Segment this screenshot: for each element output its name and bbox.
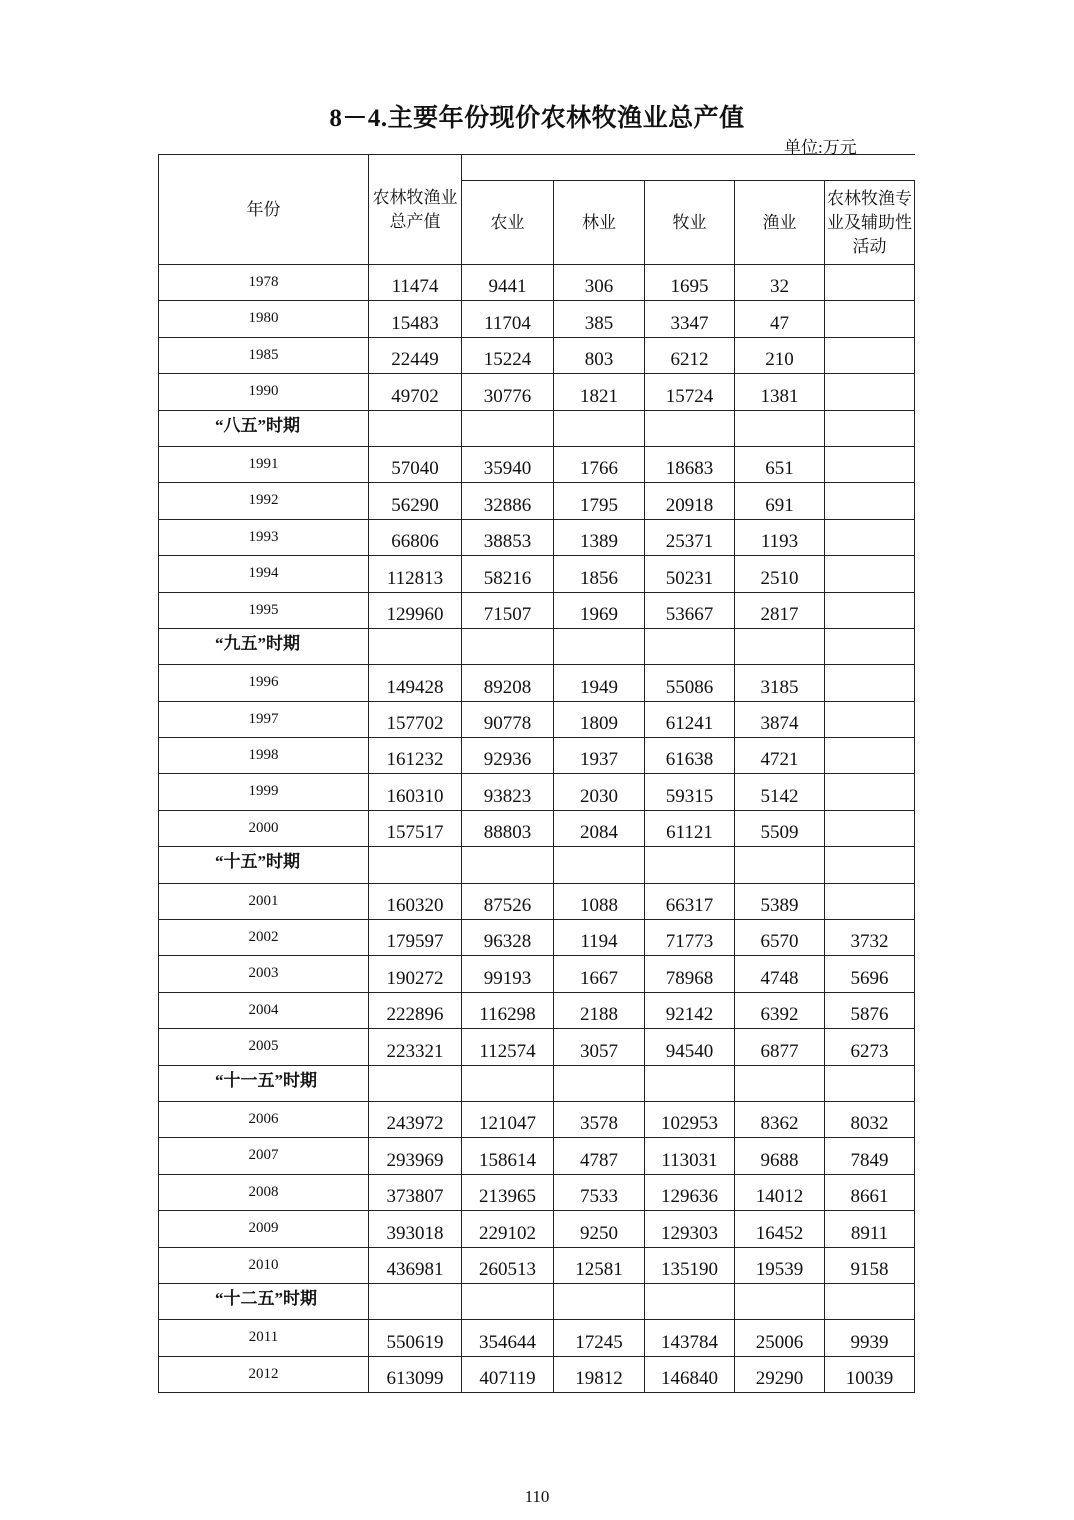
period-label: “十一五”时期 <box>159 1065 369 1101</box>
fishery-cell: 5389 <box>735 883 825 919</box>
husbandry-cell: 25371 <box>645 519 735 555</box>
forestry-cell: 2188 <box>554 992 645 1028</box>
total-cell: 436981 <box>369 1247 462 1283</box>
services-cell <box>825 774 915 810</box>
total-cell: 223321 <box>369 1029 462 1065</box>
fishery-cell: 1381 <box>735 374 825 410</box>
data-table <box>158 154 915 1393</box>
husbandry-cell: 50231 <box>645 556 735 592</box>
empty-cell <box>462 1065 554 1101</box>
agriculture-cell: 9441 <box>462 265 554 301</box>
page-title: 8－4.主要年份现价农林牧渔业总产值 <box>329 105 745 132</box>
year-cell: 1978 <box>159 265 369 301</box>
year-cell: 2001 <box>159 883 369 919</box>
table-row <box>159 446 915 482</box>
year-cell: 2008 <box>159 1174 369 1210</box>
services-cell: 8911 <box>825 1211 915 1247</box>
year-cell: 2010 <box>159 1247 369 1283</box>
fishery-cell: 6392 <box>735 992 825 1028</box>
fishery-cell: 9688 <box>735 1138 825 1174</box>
services-cell <box>825 301 915 337</box>
fishery-cell: 4748 <box>735 956 825 992</box>
total-cell: 161232 <box>369 738 462 774</box>
fishery-cell: 6877 <box>735 1029 825 1065</box>
year-cell: 2007 <box>159 1138 369 1174</box>
table-row <box>159 1174 915 1210</box>
empty-cell <box>645 628 735 664</box>
empty-cell <box>825 847 915 883</box>
year-cell: 1997 <box>159 701 369 737</box>
agriculture-cell: 93823 <box>462 774 554 810</box>
services-cell <box>825 483 915 519</box>
agriculture-cell: 99193 <box>462 956 554 992</box>
forestry-cell: 7533 <box>554 1174 645 1210</box>
empty-cell <box>462 628 554 664</box>
forestry-cell: 1194 <box>554 920 645 956</box>
fishery-cell: 19539 <box>735 1247 825 1283</box>
forestry-cell: 803 <box>554 337 645 373</box>
table-row <box>159 519 915 555</box>
empty-cell <box>645 1065 735 1101</box>
husbandry-cell: 61241 <box>645 701 735 737</box>
agriculture-cell: 116298 <box>462 992 554 1028</box>
services-cell <box>825 701 915 737</box>
forestry-cell: 1821 <box>554 374 645 410</box>
empty-cell <box>462 410 554 446</box>
unit-label: 单位:万元 <box>784 138 857 157</box>
services-cell <box>825 665 915 701</box>
period-row <box>159 1065 915 1101</box>
table-row <box>159 1029 915 1065</box>
total-cell: 393018 <box>369 1211 462 1247</box>
year-cell: 2004 <box>159 992 369 1028</box>
fishery-cell: 2510 <box>735 556 825 592</box>
empty-cell <box>369 410 462 446</box>
services-cell: 9158 <box>825 1247 915 1283</box>
fishery-cell: 5509 <box>735 810 825 846</box>
page-number: 110 <box>524 1487 550 1506</box>
table-row <box>159 265 915 301</box>
husbandry-cell: 66317 <box>645 883 735 919</box>
table-row <box>159 738 915 774</box>
forestry-cell: 9250 <box>554 1211 645 1247</box>
year-cell: 1998 <box>159 738 369 774</box>
services-cell: 8661 <box>825 1174 915 1210</box>
total-cell: 49702 <box>369 374 462 410</box>
husbandry-cell: 129636 <box>645 1174 735 1210</box>
table-row <box>159 483 915 519</box>
fishery-cell: 14012 <box>735 1174 825 1210</box>
husbandry-cell: 61121 <box>645 810 735 846</box>
total-cell: 243972 <box>369 1101 462 1137</box>
husbandry-cell: 78968 <box>645 956 735 992</box>
total-cell: 11474 <box>369 265 462 301</box>
forestry-cell: 1795 <box>554 483 645 519</box>
services-cell <box>825 374 915 410</box>
year-cell: 2002 <box>159 920 369 956</box>
empty-cell <box>554 847 645 883</box>
period-label: “十五”时期 <box>159 847 369 883</box>
empty-cell <box>554 410 645 446</box>
fishery-cell: 29290 <box>735 1356 825 1392</box>
total-cell: 222896 <box>369 992 462 1028</box>
services-cell: 5696 <box>825 956 915 992</box>
empty-cell <box>554 1283 645 1319</box>
year-cell: 2011 <box>159 1320 369 1356</box>
forestry-cell: 1949 <box>554 665 645 701</box>
forestry-cell: 1856 <box>554 556 645 592</box>
forestry-cell: 306 <box>554 265 645 301</box>
table-row <box>159 592 915 628</box>
year-cell: 1993 <box>159 519 369 555</box>
table-row <box>159 1211 915 1247</box>
total-cell: 160320 <box>369 883 462 919</box>
husbandry-cell: 1695 <box>645 265 735 301</box>
husbandry-cell: 3347 <box>645 301 735 337</box>
year-cell: 1992 <box>159 483 369 519</box>
agriculture-cell: 15224 <box>462 337 554 373</box>
year-cell: 1991 <box>159 446 369 482</box>
header-year: 年份 <box>159 155 369 265</box>
husbandry-cell: 146840 <box>645 1356 735 1392</box>
table-row <box>159 920 915 956</box>
husbandry-cell: 135190 <box>645 1247 735 1283</box>
period-row <box>159 410 915 446</box>
fishery-cell: 691 <box>735 483 825 519</box>
year-cell: 1994 <box>159 556 369 592</box>
fishery-cell: 47 <box>735 301 825 337</box>
empty-cell <box>645 410 735 446</box>
year-cell: 2005 <box>159 1029 369 1065</box>
forestry-cell: 19812 <box>554 1356 645 1392</box>
husbandry-cell: 92142 <box>645 992 735 1028</box>
total-cell: 550619 <box>369 1320 462 1356</box>
empty-cell <box>735 1283 825 1319</box>
total-cell: 66806 <box>369 519 462 555</box>
empty-cell <box>369 1065 462 1101</box>
husbandry-cell: 20918 <box>645 483 735 519</box>
fishery-cell: 2817 <box>735 592 825 628</box>
husbandry-cell: 55086 <box>645 665 735 701</box>
total-cell: 293969 <box>369 1138 462 1174</box>
empty-cell <box>645 1283 735 1319</box>
husbandry-cell: 143784 <box>645 1320 735 1356</box>
husbandry-cell: 53667 <box>645 592 735 628</box>
table-row <box>159 701 915 737</box>
fishery-cell: 1193 <box>735 519 825 555</box>
husbandry-cell: 59315 <box>645 774 735 810</box>
empty-cell <box>369 847 462 883</box>
services-cell <box>825 883 915 919</box>
agriculture-cell: 112574 <box>462 1029 554 1065</box>
husbandry-cell: 61638 <box>645 738 735 774</box>
empty-cell <box>554 628 645 664</box>
agriculture-cell: 11704 <box>462 301 554 337</box>
forestry-cell: 1088 <box>554 883 645 919</box>
forestry-cell: 1766 <box>554 446 645 482</box>
agriculture-cell: 88803 <box>462 810 554 846</box>
total-cell: 129960 <box>369 592 462 628</box>
empty-cell <box>554 1065 645 1101</box>
year-cell: 1990 <box>159 374 369 410</box>
services-cell <box>825 519 915 555</box>
agriculture-cell: 38853 <box>462 519 554 555</box>
agriculture-cell: 213965 <box>462 1174 554 1210</box>
husbandry-cell: 94540 <box>645 1029 735 1065</box>
fishery-cell: 32 <box>735 265 825 301</box>
services-cell <box>825 592 915 628</box>
table-row <box>159 1101 915 1137</box>
services-cell: 10039 <box>825 1356 915 1392</box>
agriculture-cell: 354644 <box>462 1320 554 1356</box>
agriculture-cell: 260513 <box>462 1247 554 1283</box>
husbandry-cell: 113031 <box>645 1138 735 1174</box>
agriculture-cell: 87526 <box>462 883 554 919</box>
table-row <box>159 1138 915 1174</box>
empty-cell <box>462 1283 554 1319</box>
header-agriculture: 农业 <box>462 181 554 265</box>
empty-cell <box>825 1065 915 1101</box>
services-cell <box>825 738 915 774</box>
table-row <box>159 1247 915 1283</box>
empty-cell <box>462 847 554 883</box>
table-row <box>159 665 915 701</box>
period-row <box>159 628 915 664</box>
forestry-cell: 12581 <box>554 1247 645 1283</box>
fishery-cell: 6570 <box>735 920 825 956</box>
agriculture-cell: 229102 <box>462 1211 554 1247</box>
forestry-cell: 3578 <box>554 1101 645 1137</box>
table-row <box>159 1356 915 1392</box>
fishery-cell: 651 <box>735 446 825 482</box>
husbandry-cell: 15724 <box>645 374 735 410</box>
services-cell: 7849 <box>825 1138 915 1174</box>
period-label: “八五”时期 <box>159 410 369 446</box>
agriculture-cell: 92936 <box>462 738 554 774</box>
services-cell: 5876 <box>825 992 915 1028</box>
agriculture-cell: 121047 <box>462 1101 554 1137</box>
empty-cell <box>645 847 735 883</box>
year-cell: 2012 <box>159 1356 369 1392</box>
services-cell: 6273 <box>825 1029 915 1065</box>
total-cell: 57040 <box>369 446 462 482</box>
agriculture-cell: 158614 <box>462 1138 554 1174</box>
agriculture-cell: 35940 <box>462 446 554 482</box>
total-cell: 179597 <box>369 920 462 956</box>
agriculture-cell: 32886 <box>462 483 554 519</box>
table-row <box>159 337 915 373</box>
total-cell: 157702 <box>369 701 462 737</box>
empty-cell <box>735 410 825 446</box>
forestry-cell: 1809 <box>554 701 645 737</box>
services-cell <box>825 556 915 592</box>
total-cell: 613099 <box>369 1356 462 1392</box>
table-row <box>159 956 915 992</box>
period-label: “十二五”时期 <box>159 1283 369 1319</box>
year-cell: 2009 <box>159 1211 369 1247</box>
services-cell <box>825 446 915 482</box>
year-cell: 2006 <box>159 1101 369 1137</box>
year-cell: 1995 <box>159 592 369 628</box>
agriculture-cell: 96328 <box>462 920 554 956</box>
agriculture-cell: 71507 <box>462 592 554 628</box>
husbandry-cell: 18683 <box>645 446 735 482</box>
forestry-cell: 385 <box>554 301 645 337</box>
period-row <box>159 847 915 883</box>
year-cell: 1996 <box>159 665 369 701</box>
services-cell <box>825 265 915 301</box>
header-forestry: 林业 <box>554 181 645 265</box>
fishery-cell: 4721 <box>735 738 825 774</box>
header-fishery: 渔业 <box>735 181 825 265</box>
period-row <box>159 1283 915 1319</box>
fishery-cell: 8362 <box>735 1101 825 1137</box>
fishery-cell: 25006 <box>735 1320 825 1356</box>
empty-cell <box>825 410 915 446</box>
forestry-cell: 1969 <box>554 592 645 628</box>
empty-cell <box>735 628 825 664</box>
husbandry-cell: 71773 <box>645 920 735 956</box>
empty-cell <box>735 1065 825 1101</box>
fishery-cell: 16452 <box>735 1211 825 1247</box>
year-cell: 2003 <box>159 956 369 992</box>
agriculture-cell: 89208 <box>462 665 554 701</box>
total-cell: 15483 <box>369 301 462 337</box>
header-spacer <box>462 155 915 181</box>
table-row <box>159 992 915 1028</box>
header-total: 农林牧渔业总产值 <box>369 155 462 265</box>
total-cell: 373807 <box>369 1174 462 1210</box>
husbandry-cell: 6212 <box>645 337 735 373</box>
forestry-cell: 1667 <box>554 956 645 992</box>
services-cell <box>825 810 915 846</box>
total-cell: 22449 <box>369 337 462 373</box>
forestry-cell: 17245 <box>554 1320 645 1356</box>
table-row <box>159 301 915 337</box>
forestry-cell: 1937 <box>554 738 645 774</box>
agriculture-cell: 30776 <box>462 374 554 410</box>
total-cell: 157517 <box>369 810 462 846</box>
total-cell: 112813 <box>369 556 462 592</box>
table-row <box>159 774 915 810</box>
services-cell <box>825 337 915 373</box>
empty-cell <box>825 1283 915 1319</box>
fishery-cell: 210 <box>735 337 825 373</box>
period-label: “九五”时期 <box>159 628 369 664</box>
empty-cell <box>369 628 462 664</box>
forestry-cell: 3057 <box>554 1029 645 1065</box>
fishery-cell: 5142 <box>735 774 825 810</box>
header-services: 农林牧渔专业及辅助性活动 <box>825 181 915 265</box>
empty-cell <box>735 847 825 883</box>
services-cell: 3732 <box>825 920 915 956</box>
table-row <box>159 810 915 846</box>
table-row <box>159 374 915 410</box>
forestry-cell: 1389 <box>554 519 645 555</box>
table-row <box>159 1320 915 1356</box>
services-cell: 8032 <box>825 1101 915 1137</box>
year-cell: 1999 <box>159 774 369 810</box>
husbandry-cell: 102953 <box>645 1101 735 1137</box>
services-cell: 9939 <box>825 1320 915 1356</box>
header-husbandry: 牧业 <box>645 181 735 265</box>
table-row <box>159 556 915 592</box>
total-cell: 160310 <box>369 774 462 810</box>
agriculture-cell: 407119 <box>462 1356 554 1392</box>
empty-cell <box>825 628 915 664</box>
fishery-cell: 3185 <box>735 665 825 701</box>
agriculture-cell: 90778 <box>462 701 554 737</box>
year-cell: 1980 <box>159 301 369 337</box>
total-cell: 56290 <box>369 483 462 519</box>
fishery-cell: 3874 <box>735 701 825 737</box>
forestry-cell: 2030 <box>554 774 645 810</box>
husbandry-cell: 129303 <box>645 1211 735 1247</box>
table-row <box>159 883 915 919</box>
forestry-cell: 2084 <box>554 810 645 846</box>
forestry-cell: 4787 <box>554 1138 645 1174</box>
total-cell: 190272 <box>369 956 462 992</box>
total-cell: 149428 <box>369 665 462 701</box>
agriculture-cell: 58216 <box>462 556 554 592</box>
year-cell: 1985 <box>159 337 369 373</box>
empty-cell <box>369 1283 462 1319</box>
year-cell: 2000 <box>159 810 369 846</box>
